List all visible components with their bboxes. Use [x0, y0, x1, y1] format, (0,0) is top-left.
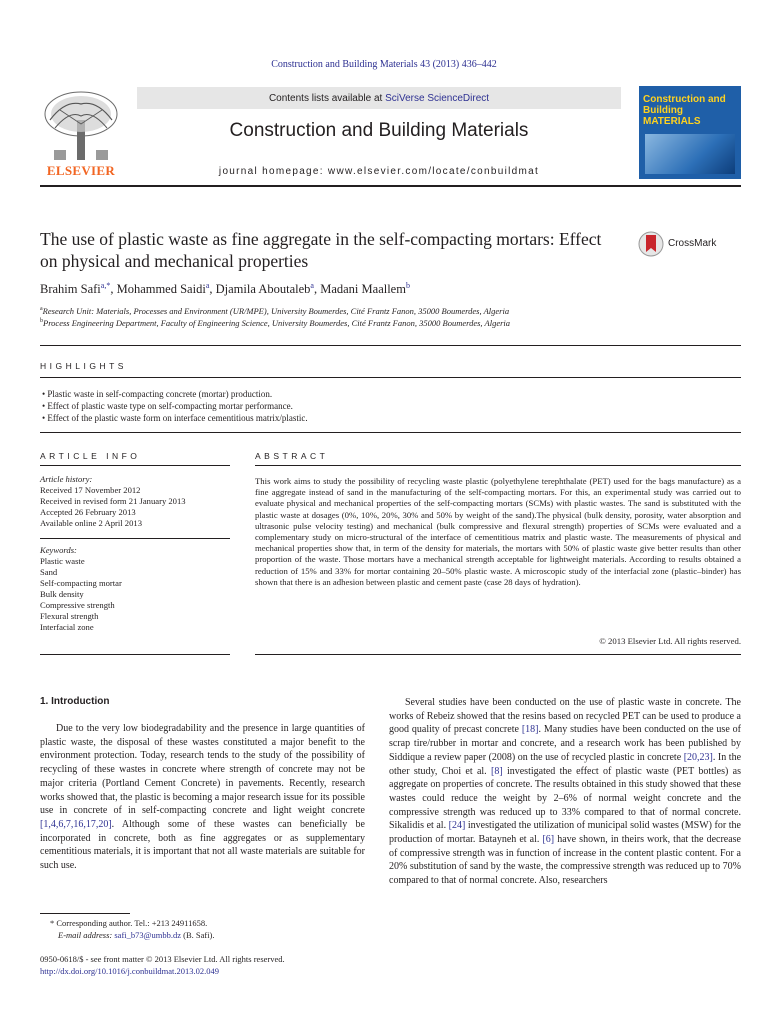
crossmark-icon [638, 230, 664, 258]
masthead-rule [40, 185, 741, 187]
abstract-text: This work aims to study the possibility of recycling waste plastic (polyethylene terephthalate (PET) used for the bags manufacture) as a fine aggregate instead of sand in the manufacturing of the self-compacting mortars. For this, an experimental study was carried out to evaluate physical and mechanical properties of the self-compacting mortars (SCMs) with plastic wastes. The sand is substituted with the plastic waste at dosages (0%, 10%, 20%, 30% and 50% by weight of the sand).The physical (bulk density, porosity, water absorption and ultrasonic pulse velocity testing) and mechanical (bulk compressive and flexural strength) properties of SCMs were evaluated and a complementary study on micro-structural of the interface of cementitious matrix and plastic waste. The measurements of physical and mechanical properties show that, in term of the density for materials, the mortars with 50% of plastic waste give better results than other proportion of the waste. Those mortars have a mechanical strength acceptable for lightweight materials. According to results obtained a reduction of 15% and 33% for mortar containing 20–50% plastic waste. A microscopic study of the interfacial zone (plastic–binder) has shown that there is an adhesion between plastic and cement paste (case 28 days of hydration). [255, 476, 741, 587]
abstract-heading: ABSTRACT [255, 451, 329, 461]
email-link[interactable]: safi_b73@umbb.dz [114, 930, 181, 940]
citation-link[interactable]: [18] [521, 724, 539, 736]
issn-line: 0950-0618/$ - see front matter © 2013 Elsevier Ltd. All rights reserved. [40, 954, 285, 964]
section-heading: 1. Introduction [40, 696, 110, 707]
keyword: Plastic waste [40, 556, 85, 566]
tree-icon [40, 90, 122, 162]
doi-link[interactable]: http://dx.doi.org/10.1016/j.conbuildmat.2013.02.049 [40, 966, 220, 976]
affiliation-b: $^b$Process Engineering Department, Faculty of Engineering Science, University Boumerdes, Cité Frantz Fanon, 35000 Boumerdes, Algeria [40, 318, 511, 328]
highlight-item: • Effect of the plastic waste form on interface cementitious matrix/plastic. [42, 413, 308, 423]
divider [40, 345, 741, 346]
abstract-copyright: © 2013 Elsevier Ltd. All rights reserved. [599, 636, 741, 646]
citation-link[interactable]: [1,4,6,7,16,17,20] [40, 818, 112, 830]
divider [40, 465, 230, 466]
citation-link[interactable]: [20,23] [683, 751, 713, 763]
author-name[interactable]: Djamila Aboutaleb [215, 282, 311, 297]
journal-title: Construction and Building Materials [229, 120, 529, 141]
cover-image [645, 134, 735, 174]
history-label: Article history: [40, 474, 93, 484]
highlight-item: • Plastic waste in self-compacting concrete (mortar) production. [42, 389, 273, 399]
divider [40, 432, 741, 433]
citation-link[interactable]: [6] [542, 834, 555, 846]
divider [40, 654, 230, 655]
footnote-rule [40, 913, 130, 914]
keywords [40, 545, 220, 633]
affiliation-a: $^a$Research Unit: Materials, Processes and Environment (UR/MPE), University Boumerdes, Cité Frantz Fanon, 35000 Boumerdes, Algeria [40, 306, 510, 316]
keyword: Compressive strength [40, 600, 115, 610]
highlight-item: • Effect of plastic waste type on self-compacting mortar performance. [42, 401, 293, 411]
author-sup[interactable]: b [405, 281, 410, 290]
article-history [40, 474, 220, 529]
citation-link[interactable]: [8] [490, 765, 503, 777]
author-list: Brahim Safi$^{a,*}$, Mohammed Saidi$^a$, Djamila Aboutaleb$^a$, Madani Maallem$^b$ [40, 281, 410, 297]
history-item: Received in revised form 21 January 2013 [40, 496, 186, 506]
divider [40, 377, 741, 378]
contents-prefix: Contents lists available at [268, 93, 386, 104]
divider [40, 538, 230, 539]
crossmark-badge[interactable] [638, 230, 728, 258]
article-info-heading: ARTICLE INFO [40, 451, 141, 461]
author-sup[interactable]: a,* [100, 281, 111, 290]
author-sup[interactable]: a [310, 281, 314, 290]
citation-link[interactable]: [24] [448, 820, 466, 832]
article-title: The use of plastic waste as fine aggregate in the self-compacting mortars: Effect on physical and mechanical properties [40, 229, 602, 271]
cover-title: Construction and Building MATERIALS [643, 94, 726, 127]
author-name[interactable]: Madani Maallem [320, 282, 406, 297]
keyword: Self-compacting mortar [40, 578, 122, 588]
author-sup[interactable]: a [205, 281, 210, 290]
journal-homepage[interactable]: journal homepage: www.elsevier.com/locate/conbuildmat [218, 166, 540, 177]
contents-line [137, 93, 621, 104]
highlights-heading: HIGHLIGHTS [40, 361, 127, 371]
elsevier-wordmark[interactable]: ELSEVIER [46, 163, 116, 178]
keyword: Bulk density [40, 589, 84, 599]
divider [255, 654, 741, 655]
sciencedirect-link[interactable]: SciVerse ScienceDirect [385, 93, 490, 104]
author-name[interactable]: Mohammed Saidi [116, 282, 206, 297]
corresponding-author-note: * Corresponding author. Tel.: +213 24911658. [50, 918, 208, 928]
body-left-column: Due to the very low biodegradability and the presence in large quantities of plastic waste, the disposal of these wastes constituted a major benefit to the environment protection. Today, research tends to the study of the possibility of recycling of these wastes in concrete where strength of concrete may not be major criteria (Portland Cement Concrete) in pavements. Recently, research works showed that, the plastic is becoming a major research issue for its possible use in concrete of in self-compacting concrete and light weight concrete [1,4,6,7,16,17,20]. Although some of these wastes can beneficially be incorporated in concrete, both as fine aggregates or as supplementary cementitious materials, it is important that not all waste materials are suitable for such use. [40, 723, 365, 872]
journal-citation[interactable]: Construction and Building Materials 43 (2013) 436–442 [271, 59, 497, 70]
keyword: Interfacial zone [40, 622, 94, 632]
divider [255, 465, 741, 466]
email-note: E-mail address: safi_b73@umbb.dz (B. Safi). [58, 930, 215, 940]
keyword: Sand [40, 567, 58, 577]
author-name[interactable]: Brahim Safi [40, 282, 101, 297]
journal-cover-thumbnail[interactable] [639, 86, 741, 179]
history-item: Received 17 November 2012 [40, 485, 141, 495]
keywords-label: Keywords: [40, 545, 77, 555]
history-item: Available online 2 April 2013 [40, 518, 142, 528]
crossmark-label: CrossMark [668, 238, 717, 249]
history-item: Accepted 26 February 2013 [40, 507, 136, 517]
keyword: Flexural strength [40, 611, 99, 621]
body-right-column: Several studies have been conducted on the use of plastic waste in concrete. The works of Rebeiz showed that the resins based on recycled PET can be used to produce a good quality of precast concrete [18]. Many studies have been conducted on the use of scrap tire/rubber in mortar and concrete, and a research work has been published by Siddique a review paper (2008) on the use of recycled plastic in concrete [20,23]. In the other study, Choi et al. [8] investigated the effect of plastic waste (PET bottles) as aggregate on properties of concrete. The results obtained in this study showed that these wastes could reduce the weight by 2–6% of normal weight concrete and the compressive strength was reduced up to 33% compared to that of normal concrete. Sikalidis et al. [24] investigated the utilization of municipal solid wastes (MSW) for the production of mortar. Batayneh et al. [6] have shown, in theirs work, that the decrease of compressive strength was in function of increase in the content plastic content. For a 20% substitution of sand by the waste, the compressive strength was reduced up to 70% compared to that of normal concrete. Also, researchers [389, 697, 742, 887]
